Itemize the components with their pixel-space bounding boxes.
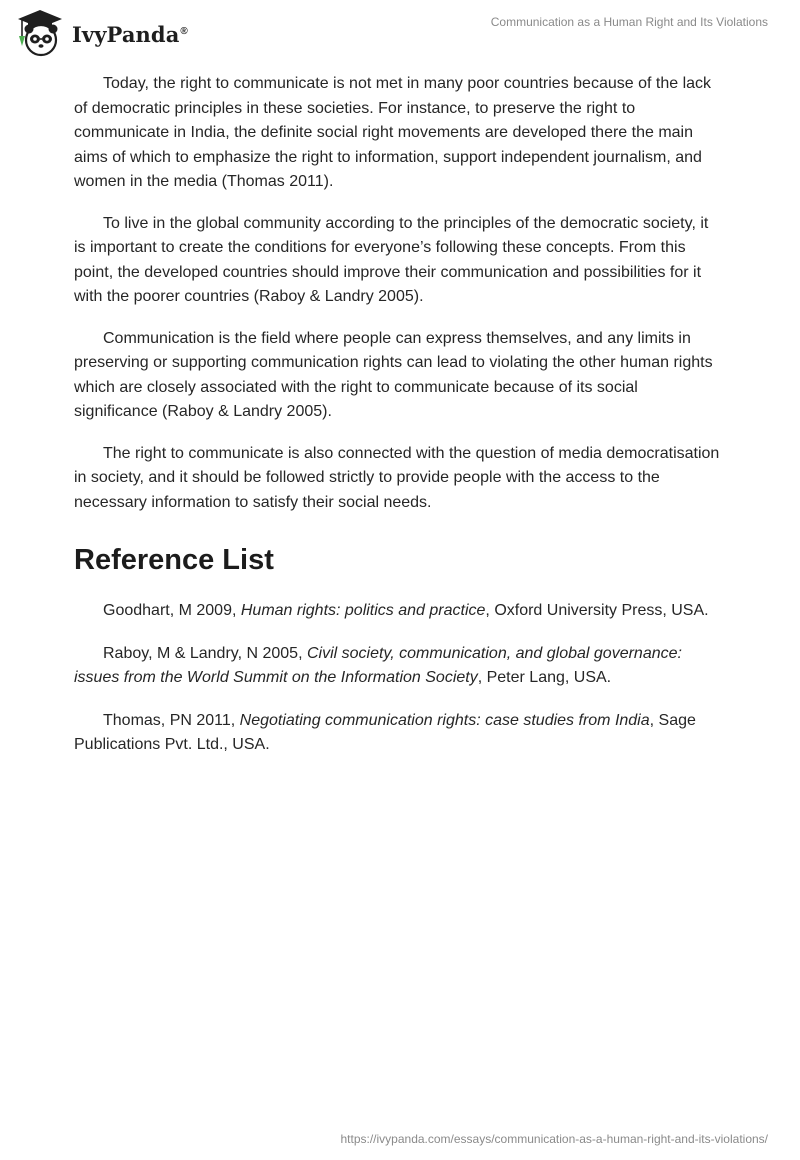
reference-publisher: , Sage Publications Pvt. Ltd., USA. <box>74 711 696 753</box>
reference-authors: Raboy, M & Landry, N 2005, <box>103 644 307 662</box>
reference-title: Civil society, communication, and global governance: issues from the World Summit on the Information Society <box>74 644 682 686</box>
reference-publisher: , Peter Lang, USA. <box>477 669 612 686</box>
essay-body <box>74 72 724 776</box>
paragraph: Communication is the field where people can express themselves, and any limits in preserving or supporting communication rights can lead to violating the other human rights which are closely associated with the right to communicate because of its social significance (Raboy & Landry 2005). <box>74 329 713 420</box>
reference-publisher: , Oxford University Press, USA. <box>485 602 709 619</box>
reference-title: Human rights: politics and practice <box>240 602 486 619</box>
paragraph: The right to communicate is also connected with the question of media democratisation in society, and it should be followed strictly to provide people with the access to the necessary information to satisfy their social needs. <box>74 444 720 511</box>
paragraph: To live in the global community according to the principles of the democratic society, it is important to create the conditions for everyone’s following these concepts. From this point, the developed countries should improve their communication and possibilities for it with the poorer countries (Raboy & Landry 2005). <box>74 214 709 305</box>
registered-mark: ® <box>180 25 188 37</box>
reference-list-heading: Reference List <box>74 544 274 576</box>
brand-text: IvyPanda <box>72 21 180 47</box>
reference-authors: Thomas, PN 2011, <box>103 711 240 729</box>
brand-name <box>72 22 188 47</box>
reference-item <box>74 709 724 758</box>
reference-item <box>74 642 724 691</box>
reference-item <box>74 599 724 624</box>
paragraph: Today, the right to communicate is not met in many poor countries because of the lack of democratic principles in these societies. For instance, to preserve the right to communicate in India, the definite social right movements are developed there the main aims of which to emphasize the right to information, support independent journalism, and women in the media (Thomas 2011). <box>74 75 712 190</box>
reference-authors: Goodhart, M 2009, <box>103 602 241 619</box>
ivypanda-logo[interactable] <box>14 8 188 58</box>
document-title: Communication as a Human Right and Its Violations <box>490 15 768 29</box>
reference-title: Negotiating communication rights: case studies from India <box>239 711 650 729</box>
page-header <box>0 0 800 60</box>
panda-graduate-icon <box>14 8 66 58</box>
source-url-link[interactable]: https://ivypanda.com/essays/communication-as-a-human-right-and-its-violations/ <box>340 1132 768 1146</box>
